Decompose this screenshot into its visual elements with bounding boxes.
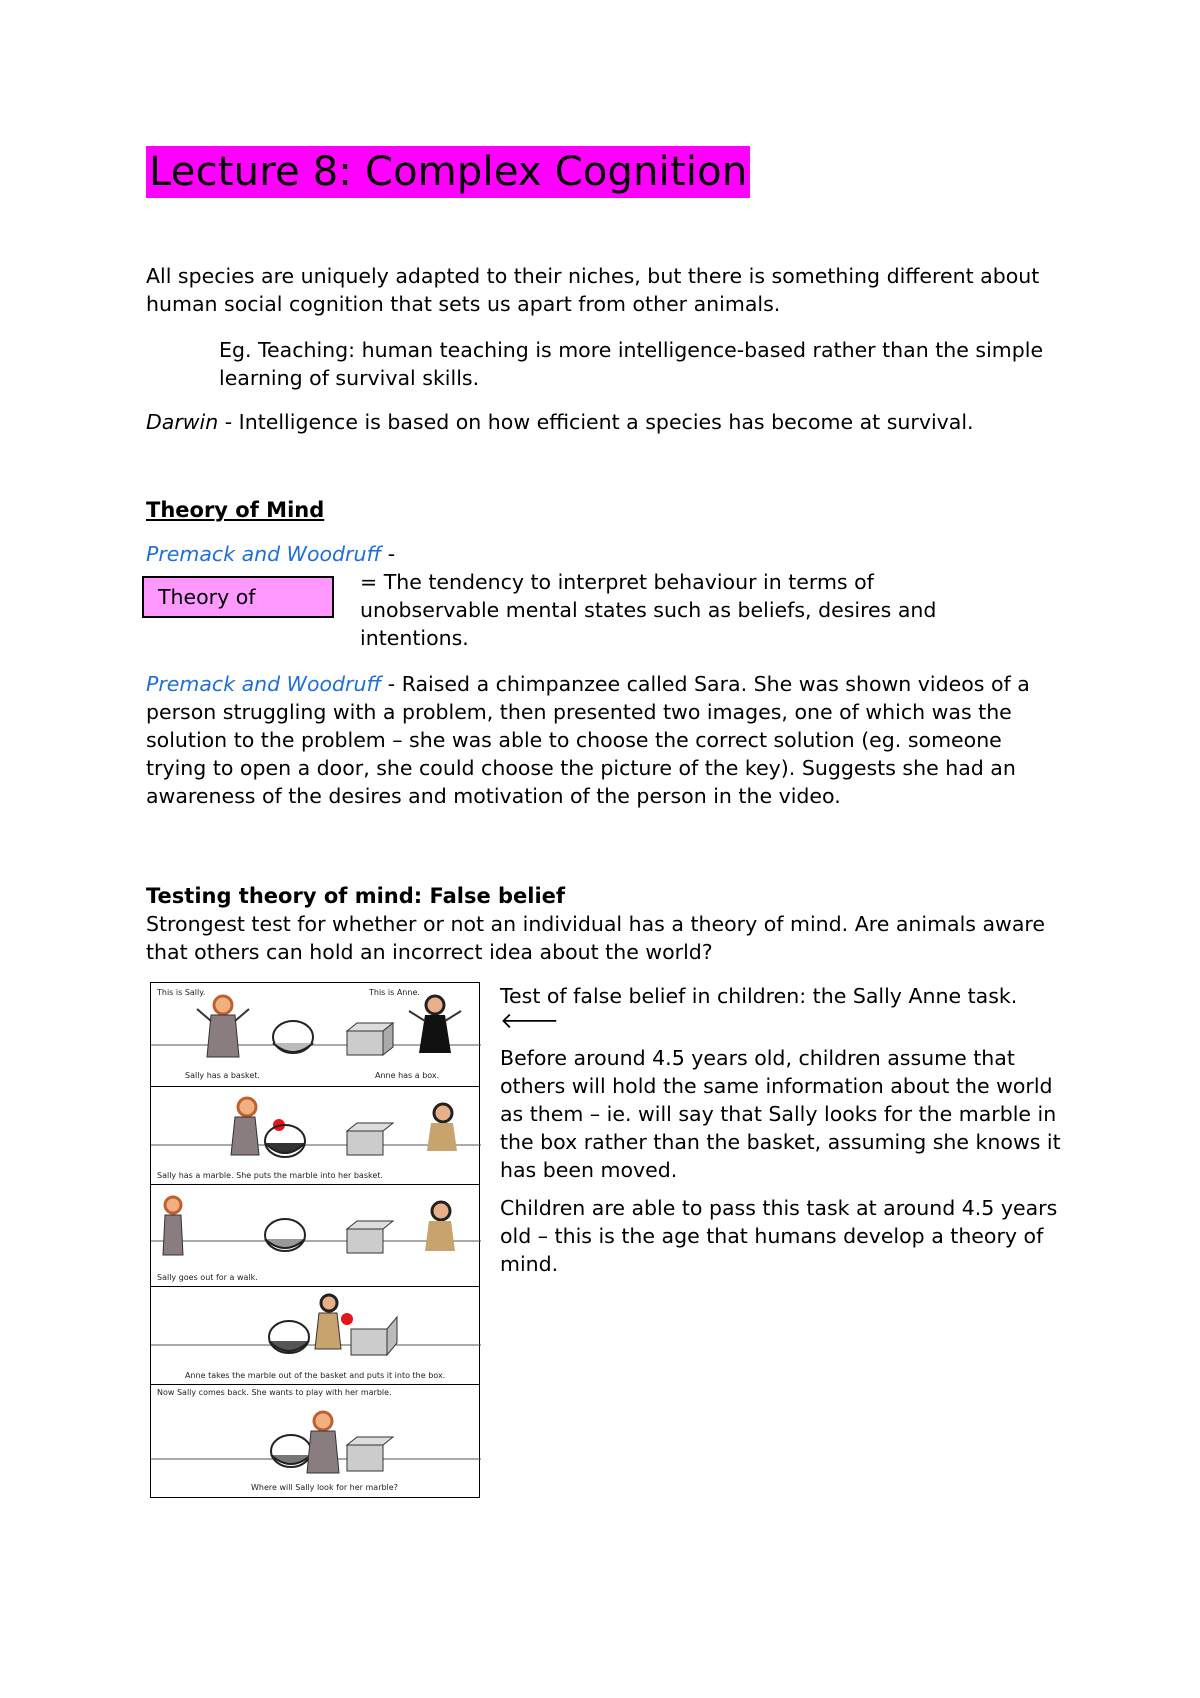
- darwin-line: [146, 408, 1086, 436]
- comic-caption: This is Sally.: [157, 988, 206, 997]
- false-belief-intro: [146, 910, 1076, 966]
- basket-icon: [273, 1021, 313, 1053]
- false-belief-intro-text: Strongest test for whether or not an individual has a theory of mind. Are animals aware that others can hold an incorrect idea about the world?: [146, 912, 1045, 964]
- example-paragraph: Eg. Teaching: human teaching is more intelligence-based rather than the simple learning of survival skills.: [219, 338, 1044, 390]
- box-icon: [351, 1317, 397, 1355]
- comic-caption: Now Sally comes back. She wants to play with her marble.: [157, 1388, 392, 1397]
- tom-ref2: Premack and Woodruff: [146, 672, 382, 696]
- box-icon: [347, 1437, 393, 1471]
- comic-panel-1: [151, 983, 479, 1087]
- comic-caption: Sally has a marble. She puts the marble into her basket.: [157, 1171, 383, 1180]
- tom-definition-text: = The tendency to interpret behaviour in terms of unobservable mental states such as beliefs, desires and intentions.: [360, 570, 937, 650]
- anne-figure: [425, 1202, 455, 1251]
- sally-figure: [163, 1197, 183, 1255]
- comic-caption: Anne has a box.: [375, 1071, 440, 1080]
- basket-icon: [265, 1125, 305, 1157]
- sally-figure: [307, 1412, 339, 1473]
- tom-ref1-suffix: -: [381, 542, 396, 566]
- false-belief-heading: Testing theory of mind: False belief: [146, 884, 566, 908]
- box-icon: [347, 1023, 393, 1055]
- darwin-name: Darwin: [146, 410, 219, 434]
- comic-panel-5: [151, 1385, 479, 1499]
- comic-drawing: [151, 1385, 481, 1499]
- box-icon: [347, 1221, 393, 1253]
- comic-panel-3: [151, 1185, 479, 1287]
- comic-caption: Anne takes the marble out of the basket and puts it into the box.: [185, 1371, 446, 1380]
- intro-paragraph: All species are uniquely adapted to their niches, but there is something different about human social cognition that sets us apart from other animals.: [146, 264, 1040, 316]
- comic-drawing: [151, 1185, 481, 1287]
- anne-figure: [409, 996, 461, 1053]
- theory-of-mind-box: Theory of: [142, 576, 334, 618]
- anne-figure: [427, 1104, 457, 1151]
- tom-heading: Theory of Mind: [146, 498, 325, 522]
- page-title: Lecture 8: Complex Cognition: [146, 146, 750, 198]
- marble-icon: [341, 1313, 353, 1325]
- tom-study: [146, 670, 1066, 810]
- comic-caption: Where will Sally look for her marble?: [251, 1483, 398, 1492]
- sally-anne-comic: [150, 982, 480, 1498]
- tom-ref1: Premack and Woodruff: [146, 542, 382, 566]
- basket-icon: [271, 1435, 311, 1467]
- comic-caption: This is Anne.: [369, 988, 420, 997]
- sally-figure: [231, 1098, 259, 1155]
- tom-ref1-line: [146, 540, 395, 568]
- intro-section: [146, 262, 1056, 318]
- darwin-text: - Intelligence is based on how efficient a species has become at survival.: [218, 410, 974, 434]
- side-title: Test of false belief in children: the Sally Anne task.: [500, 984, 1018, 1008]
- box-icon: [347, 1123, 393, 1155]
- basket-icon: [269, 1321, 309, 1353]
- comic-caption: Sally has a basket.: [185, 1071, 260, 1080]
- false-belief-side: [500, 982, 1070, 1278]
- example-block: [219, 336, 1059, 392]
- comic-caption: Sally goes out for a walk.: [157, 1273, 258, 1282]
- side-paragraph-2: Children are able to pass this task at around 4.5 years old – this is the age that humans develop a theory of mind.: [500, 1196, 1058, 1276]
- comic-panel-2: [151, 1087, 479, 1185]
- anne-figure: [315, 1295, 341, 1349]
- comic-panel-4: [151, 1287, 479, 1385]
- basket-icon: [265, 1219, 305, 1251]
- side-paragraph-1: Before around 4.5 years old, children assume that others will hold the same information about the world as them – ie. will say that Sally looks for the marble in the box rather than the basket, assuming she knows it has been moved.: [500, 1046, 1061, 1182]
- tom-study-text: - Raised a chimpanzee called Sara. She was shown videos of a person struggling with a problem, then presented two images, one of which was the solution to the problem – she was able to choose the correct solution (eg. someone trying to open a door, she could choose the picture of the key). Suggests she had an awareness of the desires and motivation of the person in the video.: [146, 672, 1030, 808]
- tom-definition: [360, 568, 1000, 652]
- sally-figure: [197, 996, 249, 1057]
- left-arrow-icon: 🡐: [500, 1009, 559, 1034]
